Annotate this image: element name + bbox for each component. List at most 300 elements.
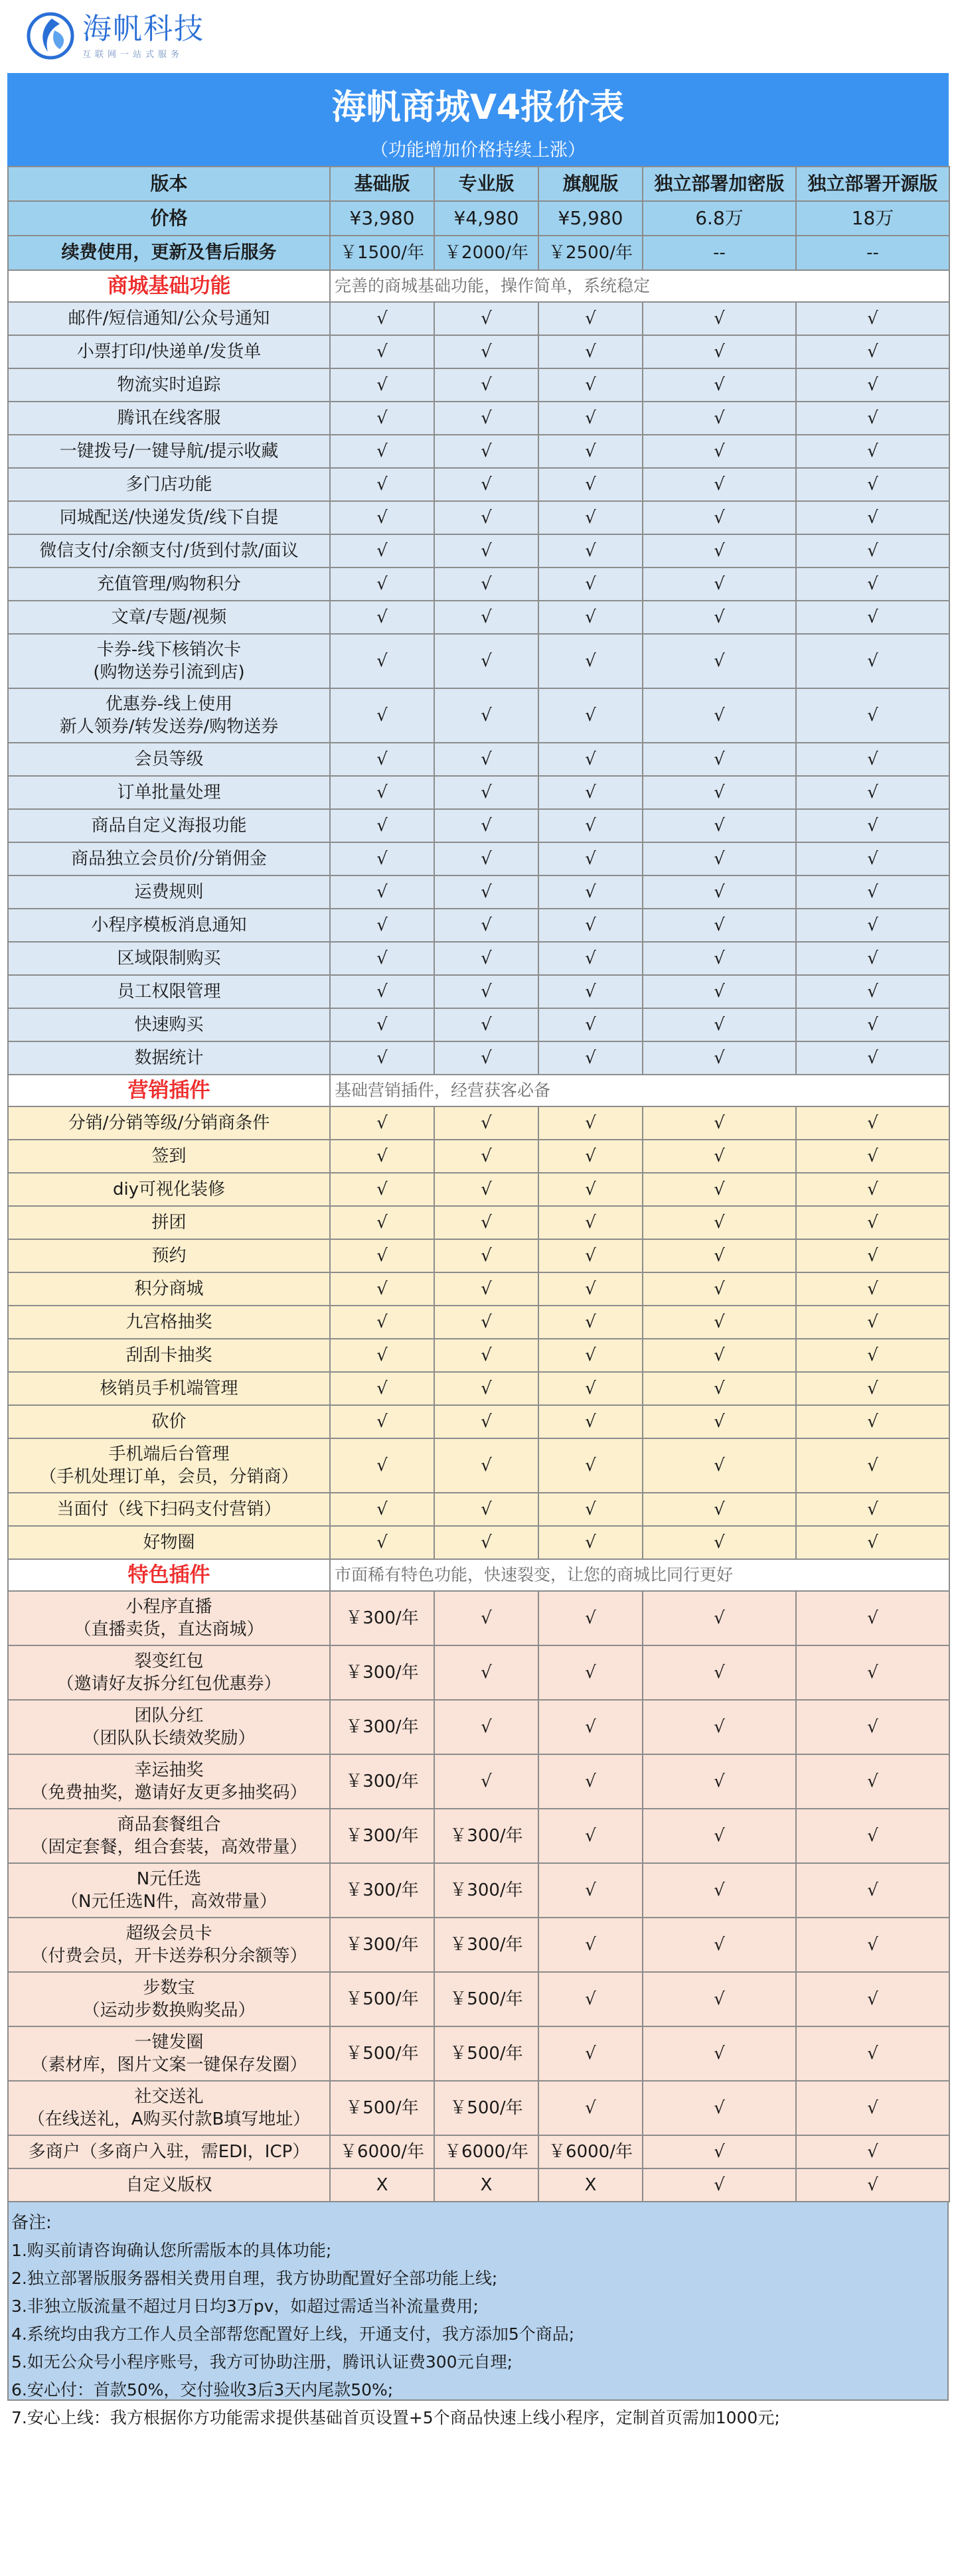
check-mark: √ [796, 302, 949, 335]
price-value: ¥3,980 [330, 201, 434, 236]
check-mark: √ [538, 1526, 643, 1559]
check-mark: √ [330, 975, 434, 1008]
check-mark: √ [643, 1339, 796, 1372]
check-mark: √ [434, 435, 538, 468]
check-mark: √ [796, 942, 949, 975]
check-mark: √ [643, 1239, 796, 1272]
feature-value: ￥6000/年 [330, 2135, 434, 2168]
check-mark: √ [330, 302, 434, 335]
check-mark: √ [434, 1493, 538, 1526]
check-mark: √ [796, 1239, 949, 1272]
check-mark: √ [538, 909, 643, 942]
section-description: 市面稀有特色功能，快速裂变，让您的商城比同行更好 [330, 1559, 949, 1591]
feature-value: X [434, 2168, 538, 2202]
check-mark: √ [538, 634, 643, 688]
check-mark: √ [330, 335, 434, 368]
check-mark: √ [538, 402, 643, 435]
price-sheet [7, 73, 949, 2427]
feature-row [8, 1339, 949, 1372]
feature-name [8, 402, 330, 435]
check-mark: √ [538, 942, 643, 975]
check-mark: √ [796, 402, 949, 435]
price-value: 6.8万 [643, 201, 796, 236]
feature-row [8, 942, 949, 975]
check-mark: √ [434, 1173, 538, 1206]
check-mark: √ [643, 568, 796, 601]
feature-value: √ [643, 1918, 796, 1972]
check-mark: √ [538, 302, 643, 335]
feature-name [8, 1863, 330, 1918]
feature-name-line: （直播卖货，直达商城） [74, 1620, 264, 1639]
notes-title: 备注: [11, 2213, 52, 2233]
feature-name [8, 875, 330, 909]
feature-name [8, 1700, 330, 1754]
feature-name [8, 302, 330, 335]
section-description: 基础营销插件，经营获客必备 [330, 1075, 949, 1106]
check-mark: √ [643, 942, 796, 975]
check-mark: √ [330, 1405, 434, 1438]
check-mark: √ [538, 1438, 643, 1493]
check-mark: √ [330, 776, 434, 809]
feature-name-line: 卡券-线下核销次卡 [96, 640, 242, 660]
feature-name [8, 1173, 330, 1206]
feature-row [8, 601, 949, 634]
feature-name-line: 积分商城 [134, 1279, 204, 1299]
check-mark: √ [796, 1041, 949, 1075]
feature-row [8, 1041, 949, 1075]
check-mark: √ [330, 534, 434, 568]
feature-row [8, 501, 949, 534]
check-mark: √ [643, 302, 796, 335]
check-mark: √ [538, 568, 643, 601]
feature-name-line: 分销/分销等级/分销商条件 [68, 1113, 270, 1133]
column-header: 版本 [8, 167, 330, 201]
feature-value: ￥300/年 [330, 1754, 434, 1809]
feature-value: √ [643, 1645, 796, 1700]
feature-value: ￥500/年 [330, 1972, 434, 2026]
feature-name-line: 充值管理/购物积分 [97, 574, 241, 594]
check-mark: √ [796, 909, 949, 942]
check-mark: √ [538, 1239, 643, 1272]
feature-row [8, 1863, 949, 1918]
check-mark: √ [330, 875, 434, 909]
feature-name [8, 1918, 330, 1972]
brand-header [0, 0, 956, 73]
feature-value: √ [796, 1645, 949, 1700]
check-mark: √ [330, 1239, 434, 1272]
check-mark: √ [796, 1272, 949, 1306]
feature-name-line: （免费抽奖，邀请好友更多抽奖码） [31, 1783, 307, 1803]
check-mark: √ [643, 1272, 796, 1306]
check-mark: √ [643, 1041, 796, 1075]
feature-value: √ [538, 1809, 643, 1863]
check-mark: √ [434, 335, 538, 368]
feature-row [8, 2026, 949, 2081]
feature-row [8, 468, 949, 501]
feature-row [8, 534, 949, 568]
check-mark: √ [330, 1008, 434, 1041]
check-mark: √ [434, 302, 538, 335]
check-mark: √ [434, 743, 538, 776]
feature-name-line: 快速购买 [134, 1015, 204, 1035]
check-mark: √ [538, 1041, 643, 1075]
feature-value: √ [538, 1591, 643, 1645]
feature-name-line: 好物圈 [143, 1533, 195, 1553]
feature-name [8, 909, 330, 942]
feature-row [8, 302, 949, 335]
check-mark: √ [796, 568, 949, 601]
feature-name-line: (购物送券引流到店) [93, 662, 245, 682]
check-mark: √ [643, 1493, 796, 1526]
check-mark: √ [538, 1272, 643, 1306]
section-header-row [8, 1075, 949, 1106]
feature-row [8, 634, 949, 688]
check-mark: √ [643, 875, 796, 909]
column-header: 独立部署开源版 [796, 167, 949, 201]
feature-value: ￥300/年 [434, 1863, 538, 1918]
feature-row [8, 1438, 949, 1493]
check-mark: √ [330, 501, 434, 534]
check-mark: √ [330, 809, 434, 842]
check-mark: √ [538, 842, 643, 875]
check-mark: √ [643, 1405, 796, 1438]
check-mark: √ [643, 688, 796, 743]
feature-name [8, 601, 330, 634]
check-mark: √ [434, 975, 538, 1008]
feature-row [8, 1008, 949, 1041]
check-mark: √ [538, 1140, 643, 1173]
feature-name [8, 368, 330, 402]
check-mark: √ [330, 568, 434, 601]
check-mark: √ [796, 688, 949, 743]
check-mark: √ [330, 468, 434, 501]
check-mark: √ [796, 1306, 949, 1339]
check-mark: √ [434, 875, 538, 909]
feature-name [8, 942, 330, 975]
feature-value: √ [796, 1700, 949, 1754]
check-mark: √ [434, 1372, 538, 1405]
check-mark: √ [796, 809, 949, 842]
feature-row [8, 1809, 949, 1863]
section-title: 营销插件 [8, 1075, 330, 1106]
feature-name-line: 商品独立会员价/分销佣金 [71, 849, 267, 869]
feature-name [8, 1405, 330, 1438]
check-mark: √ [538, 601, 643, 634]
check-mark: √ [434, 1272, 538, 1306]
feature-value: √ [643, 1754, 796, 1809]
feature-row [8, 1239, 949, 1272]
check-mark: √ [330, 1526, 434, 1559]
feature-name-line: 商品自定义海报功能 [91, 816, 247, 836]
check-mark: √ [643, 601, 796, 634]
feature-value: √ [538, 2081, 643, 2135]
feature-name-line: 同城配送/快递发货/线下自提 [59, 508, 279, 528]
check-mark: √ [796, 1339, 949, 1372]
feature-value: √ [643, 2168, 796, 2202]
feature-value: √ [643, 1700, 796, 1754]
feature-row [8, 1493, 949, 1526]
feature-name-line: （在线送礼，A购买付款B填写地址） [27, 2109, 311, 2129]
check-mark: √ [796, 501, 949, 534]
check-mark: √ [643, 909, 796, 942]
feature-row [8, 1754, 949, 1809]
renewal-value: ￥1500/年 [330, 236, 434, 270]
feature-value: √ [796, 1591, 949, 1645]
feature-name-line: 文章/专题/视频 [111, 607, 227, 627]
column-header: 旗舰版 [538, 167, 643, 201]
check-mark: √ [434, 1438, 538, 1493]
feature-name [8, 1008, 330, 1041]
feature-value: √ [796, 1863, 949, 1918]
feature-value: √ [643, 2135, 796, 2168]
feature-value: √ [434, 1754, 538, 1809]
check-mark: √ [434, 468, 538, 501]
feature-name-line: 预约 [151, 1246, 187, 1266]
check-mark: √ [330, 1339, 434, 1372]
check-mark: √ [538, 534, 643, 568]
feature-value: √ [796, 1809, 949, 1863]
feature-name-line: 当面付（线下扫码支付营销） [56, 1499, 281, 1519]
check-mark: √ [434, 534, 538, 568]
feature-name-line: 自定义版权 [125, 2175, 212, 2195]
feature-name-line: （运动步数换购奖品） [82, 2001, 256, 2020]
note-item: 4.系统均由我方工作人员全部帮您配置好上线，开通支付，我方添加5个商品; [11, 2324, 575, 2344]
price-value: 18万 [796, 201, 949, 236]
feature-value: √ [538, 1972, 643, 2026]
feature-row [8, 1272, 949, 1306]
check-mark: √ [538, 875, 643, 909]
feature-name [8, 2026, 330, 2081]
feature-name-line: 运费规则 [134, 882, 204, 902]
check-mark: √ [643, 842, 796, 875]
feature-name-line: （邀请好友拆分红包优惠券） [56, 1674, 281, 1694]
check-mark: √ [330, 909, 434, 942]
check-mark: √ [538, 1339, 643, 1372]
check-mark: √ [643, 534, 796, 568]
feature-name [8, 1239, 330, 1272]
feature-name [8, 1306, 330, 1339]
feature-name-line: 区域限制购买 [117, 948, 221, 968]
brand-slogan: 互联网一站式服务 [82, 49, 184, 60]
column-header: 基础版 [330, 167, 434, 201]
check-mark: √ [643, 809, 796, 842]
feature-name-line: 小程序模板消息通知 [91, 915, 247, 935]
feature-row [8, 909, 949, 942]
check-mark: √ [643, 1008, 796, 1041]
price-row [8, 201, 949, 236]
feature-name-line: 微信支付/余额支付/货到付款/面议 [39, 541, 299, 561]
feature-name [8, 688, 330, 743]
check-mark: √ [538, 743, 643, 776]
note-item: 1.购买前请咨询确认您所需版本的具体功能; [11, 2241, 332, 2260]
feature-name-line: 社交送礼 [134, 2087, 204, 2107]
check-mark: √ [796, 1008, 949, 1041]
feature-name-line: 一键拨号/一键导航/提示收藏 [59, 441, 279, 461]
feature-value: √ [538, 1754, 643, 1809]
check-mark: √ [643, 468, 796, 501]
check-mark: √ [434, 1008, 538, 1041]
feature-name-line: 九宫格抽奖 [125, 1312, 212, 1332]
feature-name-line: 超级会员卡 [125, 1924, 212, 1943]
check-mark: √ [796, 1438, 949, 1493]
check-mark: √ [643, 634, 796, 688]
feature-row [8, 809, 949, 842]
price-label: 价格 [8, 201, 330, 236]
feature-value: √ [538, 1645, 643, 1700]
feature-row [8, 2135, 949, 2168]
feature-value: ￥300/年 [434, 1809, 538, 1863]
check-mark: √ [434, 776, 538, 809]
renewal-value: -- [796, 236, 949, 270]
note-item: 7.安心上线：我方根据你方功能需求提供基础首页设置+5个商品快速上线小程序，定制首页需加1000元; [11, 2408, 780, 2427]
brand-name: 海帆科技 [82, 11, 204, 46]
section-title: 特色插件 [8, 1559, 330, 1591]
feature-name [8, 1339, 330, 1372]
feature-name [8, 809, 330, 842]
feature-row [8, 368, 949, 402]
check-mark: √ [330, 435, 434, 468]
check-mark: √ [796, 875, 949, 909]
feature-value: ￥6000/年 [538, 2135, 643, 2168]
feature-name [8, 568, 330, 601]
feature-value: √ [434, 1591, 538, 1645]
feature-name [8, 1106, 330, 1140]
check-mark: √ [538, 1405, 643, 1438]
renewal-label: 续费使用，更新及售后服务 [8, 236, 330, 270]
check-mark: √ [538, 975, 643, 1008]
feature-name [8, 1206, 330, 1239]
feature-value: ￥300/年 [330, 1918, 434, 1972]
feature-value: ￥300/年 [330, 1591, 434, 1645]
check-mark: √ [796, 842, 949, 875]
check-mark: √ [796, 468, 949, 501]
check-mark: √ [434, 909, 538, 942]
feature-name-line: （付费会员，开卡送券积分余额等） [31, 1946, 307, 1966]
feature-row [8, 1372, 949, 1405]
feature-name-line: 商品套餐组合 [117, 1815, 221, 1835]
check-mark: √ [434, 601, 538, 634]
note-item: 3.非独立版流量不超过月日均3万pv，如超过需适当补流量费用; [11, 2297, 479, 2316]
feature-name [8, 1972, 330, 2026]
check-mark: √ [434, 1339, 538, 1372]
check-mark: √ [643, 743, 796, 776]
feature-row [8, 568, 949, 601]
feature-name-line: 多商户（多商户入驻，需EDI，ICP） [28, 2142, 310, 2162]
feature-row [8, 435, 949, 468]
feature-name-line: 物流实时追踪 [117, 375, 221, 395]
feature-value: √ [643, 1972, 796, 2026]
feature-name [8, 335, 330, 368]
feature-name [8, 1645, 330, 1700]
notes-panel [7, 2202, 949, 2427]
feature-name-line: 优惠券-线上使用 [105, 694, 233, 714]
feature-name-line: 新人领券/转发送券/购物送券 [59, 717, 279, 737]
feature-value: √ [538, 1863, 643, 1918]
feature-name-line: 砍价 [151, 1412, 187, 1432]
feature-name-line: 多门店功能 [125, 475, 212, 494]
feature-value: √ [434, 1645, 538, 1700]
check-mark: √ [643, 1173, 796, 1206]
renewal-value: -- [643, 236, 796, 270]
check-mark: √ [330, 942, 434, 975]
check-mark: √ [796, 435, 949, 468]
feature-value: √ [538, 1918, 643, 1972]
check-mark: √ [796, 776, 949, 809]
check-mark: √ [434, 1140, 538, 1173]
feature-name-line: 员工权限管理 [117, 982, 221, 1002]
check-mark: √ [538, 468, 643, 501]
feature-value: ￥300/年 [330, 1700, 434, 1754]
check-mark: √ [538, 1008, 643, 1041]
feature-value: X [538, 2168, 643, 2202]
brand-logo[interactable] [25, 11, 204, 61]
check-mark: √ [643, 368, 796, 402]
check-mark: √ [330, 1041, 434, 1075]
feature-value: ￥300/年 [330, 1645, 434, 1700]
check-mark: √ [330, 1493, 434, 1526]
check-mark: √ [434, 942, 538, 975]
check-mark: √ [643, 402, 796, 435]
feature-value: ￥500/年 [434, 2081, 538, 2135]
feature-name [8, 776, 330, 809]
feature-value: ￥300/年 [434, 1918, 538, 1972]
check-mark: √ [434, 842, 538, 875]
check-mark: √ [538, 776, 643, 809]
check-mark: √ [643, 1372, 796, 1405]
feature-value: √ [796, 2135, 949, 2168]
feature-name [8, 2081, 330, 2135]
check-mark: √ [434, 809, 538, 842]
check-mark: √ [796, 601, 949, 634]
check-mark: √ [434, 1206, 538, 1239]
check-mark: √ [796, 743, 949, 776]
renewal-value: ￥2000/年 [434, 236, 538, 270]
check-mark: √ [434, 1405, 538, 1438]
check-mark: √ [643, 1106, 796, 1140]
column-header: 专业版 [434, 167, 538, 201]
feature-name-line: 小程序直播 [125, 1597, 212, 1617]
check-mark: √ [796, 1526, 949, 1559]
feature-value: √ [643, 2026, 796, 2081]
check-mark: √ [796, 1405, 949, 1438]
feature-value: ￥300/年 [330, 1809, 434, 1863]
check-mark: √ [330, 1173, 434, 1206]
check-mark: √ [330, 1206, 434, 1239]
feature-name-line: 手机端后台管理 [108, 1444, 230, 1464]
feature-name [8, 743, 330, 776]
note-item: 6.安心付：首款50%，交付验收3后3天内尾款50%; [11, 2380, 394, 2399]
feature-name [8, 842, 330, 875]
feature-row [8, 842, 949, 875]
feature-name-line: （N元任选N件，高效带量） [61, 1892, 277, 1912]
feature-name [8, 1493, 330, 1526]
check-mark: √ [796, 368, 949, 402]
feature-name-line: 订单批量处理 [117, 783, 221, 802]
check-mark: √ [538, 1372, 643, 1405]
check-mark: √ [538, 1206, 643, 1239]
title-band [7, 73, 949, 166]
feature-name-line: 裂变红包 [134, 1651, 204, 1671]
feature-name-line: 腾讯在线客服 [117, 408, 221, 428]
check-mark: √ [796, 1206, 949, 1239]
feature-name [8, 1754, 330, 1809]
check-mark: √ [434, 634, 538, 688]
check-mark: √ [796, 634, 949, 688]
feature-value: ￥500/年 [330, 2026, 434, 2081]
check-mark: √ [643, 1206, 796, 1239]
check-mark: √ [643, 975, 796, 1008]
check-mark: √ [434, 368, 538, 402]
